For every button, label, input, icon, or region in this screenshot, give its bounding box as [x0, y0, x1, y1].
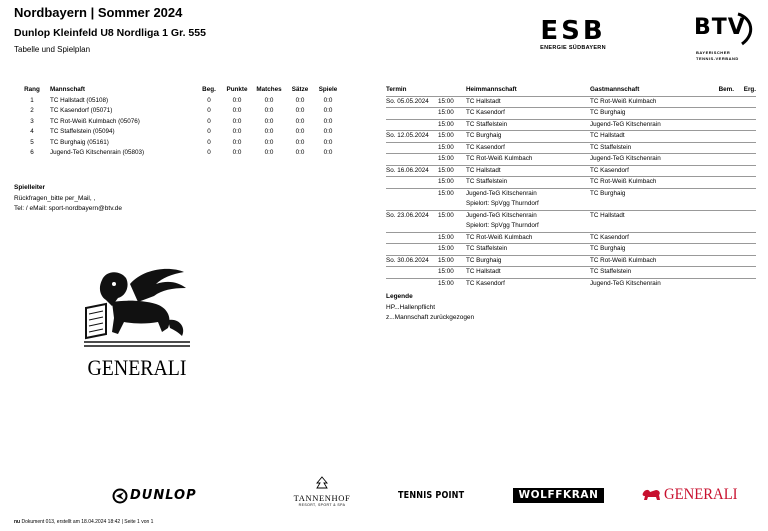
dunlop-arrow-icon: [112, 488, 128, 504]
schedule-cell-home: Spielort: SpVgg Thurndorf: [466, 200, 539, 207]
schedule-cell-time: 15:00: [438, 177, 466, 189]
schedule-row: [386, 96, 756, 108]
generali-lion-icon: [72, 262, 202, 352]
schedule-cell-time: 15:00: [438, 96, 466, 108]
schedule-cell-date: [386, 108, 438, 120]
schedule-cell-erg: [734, 244, 756, 256]
schedule-cell-erg: [734, 165, 756, 177]
schedule-cell-time: 15:00: [438, 188, 466, 199]
schedule-cell-date: [386, 267, 438, 279]
legend-item-hp: HP...Hallenpflicht: [386, 303, 436, 311]
schedule-cell-date: [386, 142, 438, 154]
schedule-row: [386, 267, 756, 279]
schedule-cell-bem: [710, 177, 734, 189]
legend: [386, 292, 474, 324]
wolffkran-logo-text: WOLFFKRAN: [518, 489, 599, 501]
schedule-cell-erg: [734, 232, 756, 244]
standings-row: [14, 96, 342, 107]
schedule-cell-home: Jugend-TeG Kitschenrain: [466, 210, 590, 221]
standings-cell: 0:0: [264, 107, 274, 114]
schedule-cell-erg: [734, 142, 756, 154]
schedule-cell-date: So. 12.05.2024: [386, 131, 438, 143]
esb-logo-sub: ENERGIE SÜDBAYERN: [540, 45, 606, 51]
schedule-cell-guest: TC Kasendorf: [590, 232, 710, 244]
standings-cell: 0:0: [264, 138, 274, 146]
schedule-row: [386, 131, 756, 143]
col-time-spacer: [438, 85, 466, 96]
schedule-row: [386, 108, 756, 120]
schedule-cell-guest: TC Rot-Weiß Kulmbach: [590, 177, 710, 189]
schedule-cell-guest: [590, 199, 710, 210]
schedule-cell-erg: [734, 278, 756, 289]
standings-cell: 0:0: [264, 128, 274, 135]
schedule-cell-home: Spielort: SpVgg Thurndorf: [466, 222, 539, 229]
schedule-cell-bem: [710, 267, 734, 279]
schedule-cell-time: 15:00: [438, 278, 466, 289]
standings-cell: 6: [30, 149, 34, 156]
schedule-cell-erg: [734, 177, 756, 189]
schedule-cell-home: Jugend-TeG Kitschenrain: [466, 188, 590, 199]
standings-cell: 5: [30, 138, 34, 146]
schedule-row: [386, 177, 756, 189]
standings-row: [14, 127, 342, 138]
col-beg: Beg.: [202, 86, 216, 93]
schedule-cell-date: So. 30.06.2024: [386, 255, 438, 267]
schedule-cell-time: 15:00: [438, 210, 466, 221]
tannenhof-logo-text: TANNENHOF: [293, 493, 351, 503]
schedule-cell-time: [438, 221, 466, 232]
dunlop-logo-text: DUNLOP: [130, 488, 197, 503]
schedule-cell-home: TC Hallstadt: [466, 165, 590, 177]
col-punkte: Punkte: [226, 86, 248, 93]
col-bem: Bem.: [710, 85, 734, 96]
standings-cell: 0: [207, 117, 211, 125]
schedule-cell-erg: [734, 199, 756, 210]
schedule-cell-bem: [710, 165, 734, 177]
standings-cell: 0: [207, 149, 211, 156]
schedule-cell-bem: [710, 199, 734, 210]
standings-header-row: [14, 85, 342, 96]
schedule-cell-time: 15:00: [438, 267, 466, 279]
standings-table: [14, 85, 342, 159]
schedule-cell-home: TC Burghaig: [466, 131, 590, 143]
standings-cell: 0:0: [295, 96, 305, 104]
esb-logo-name: ESB: [540, 16, 606, 46]
schedule-cell-guest: TC Hallstadt: [590, 210, 710, 221]
standings-cell: 0:0: [232, 128, 242, 135]
schedule-row: [386, 188, 756, 199]
schedule-cell-guest: TC Rot-Weiß Kulmbach: [590, 255, 710, 267]
standings-cell: 0:0: [232, 117, 242, 125]
referee-line-2: Tel: / eMail: sport-nordbayern@btv.de: [14, 205, 122, 212]
schedule-cell-erg: [734, 188, 756, 199]
standings-cell: 0:0: [232, 96, 242, 104]
schedule-cell-bem: [710, 244, 734, 256]
schedule-cell-time: 15:00: [438, 154, 466, 166]
standings-cell: TC Kasendorf (05071): [50, 107, 113, 114]
generali-logo-text: GENERALI: [87, 355, 187, 380]
col-matches: Matches: [256, 86, 282, 93]
btv-logo-sub2: TENNIS-VERBAND: [696, 56, 739, 61]
standings-cell: 0:0: [264, 117, 274, 125]
schedule-cell-bem: [710, 131, 734, 143]
standings-cell: TC Staffelstein (05094): [50, 128, 115, 135]
col-termin: Termin: [386, 85, 438, 96]
tannenhof-logo-sub: RESORT, SPORT & SPA: [298, 503, 346, 507]
referee-info: [14, 183, 122, 215]
generali-small-lion-icon: [640, 487, 662, 503]
standings-cell: 2: [30, 107, 34, 114]
schedule-cell-home: TC Kasendorf: [466, 278, 590, 289]
standings-cell: TC Rot-Weiß Kulmbach (05076): [50, 117, 140, 125]
schedule-row: [386, 244, 756, 256]
standings-cell: 0:0: [295, 107, 305, 114]
standings-cell: 0:0: [264, 149, 274, 156]
schedule-row: [386, 210, 756, 221]
standings-cell: 0:0: [295, 128, 305, 135]
schedule-cell-guest: TC Staffelstein: [590, 267, 710, 279]
col-erg: Erg.: [734, 85, 756, 96]
schedule-cell-home: TC Burghaig: [466, 255, 590, 267]
schedule-cell-bem: [710, 232, 734, 244]
tennispoint-logo: [398, 488, 490, 504]
footer-text: Dokument 013, erstellt am 18.04.2024 18:42 | Seite 1 von 1: [21, 519, 154, 525]
schedule-cell-bem: [710, 210, 734, 221]
col-saetze: Sätze: [291, 86, 309, 93]
schedule-cell-home: TC Staffelstein: [466, 177, 590, 189]
schedule-cell-date: [386, 188, 438, 199]
schedule-row: [386, 255, 756, 267]
legend-item-z: z...Mannschaft zurückgezogen: [386, 314, 475, 321]
schedule-cell-guest: TC Hallstadt: [590, 131, 710, 143]
legend-heading: Legende: [386, 293, 413, 300]
standings-row: [14, 138, 342, 149]
standings-cell: TC Hallstadt (05108): [50, 96, 109, 104]
schedule-cell-guest: TC Burghaig: [590, 188, 710, 199]
schedule-cell-bem: [710, 154, 734, 166]
schedule-row: [386, 232, 756, 244]
page-title: Nordbayern | Sommer 2024: [14, 5, 183, 20]
schedule-cell-bem: [710, 221, 734, 232]
schedule-row: [386, 154, 756, 166]
standings-cell: Jugend-TeG Kitschenrain (05803): [50, 149, 145, 156]
schedule-row: [386, 142, 756, 154]
schedule-cell-date: [386, 199, 438, 210]
standings-cell: 0:0: [323, 128, 333, 135]
esb-logo: [528, 18, 618, 58]
standings-row: [14, 148, 342, 159]
tannenhof-tree-icon: [315, 476, 329, 490]
schedule-cell-date: [386, 232, 438, 244]
standings-cell: 0:0: [295, 149, 305, 156]
schedule-header-row: [386, 85, 756, 96]
btv-logo-sub1: BAYERISCHER: [696, 50, 731, 55]
schedule-cell-bem: [710, 108, 734, 120]
schedule-cell-guest: TC Rot-Weiß Kulmbach: [590, 96, 710, 108]
schedule-cell-erg: [734, 255, 756, 267]
standings-cell: TC Burghaig (05161): [50, 138, 109, 146]
schedule-cell-bem: [710, 119, 734, 131]
tannenhof-logo: [286, 476, 358, 510]
schedule-cell-time: 15:00: [438, 119, 466, 131]
schedule-cell-time: 15:00: [438, 108, 466, 120]
standings-cell: 0:0: [232, 107, 242, 114]
schedule-cell-time: 15:00: [438, 142, 466, 154]
dunlop-logo: [112, 488, 228, 504]
schedule-cell-bem: [710, 255, 734, 267]
schedule-cell-date: [386, 119, 438, 131]
schedule-cell-home: TC Hallstadt: [466, 96, 590, 108]
standings-cell: 0:0: [323, 107, 333, 114]
standings-row: [14, 106, 342, 117]
schedule-venue-row: [386, 199, 756, 210]
col-heim: Heimmannschaft: [466, 85, 590, 96]
standings-cell: 0:0: [323, 149, 333, 156]
section-subtitle: Tabelle und Spielplan: [14, 45, 91, 54]
schedule-cell-home: TC Staffelstein: [466, 244, 590, 256]
schedule-cell-erg: [734, 108, 756, 120]
schedule-cell-time: 15:00: [438, 165, 466, 177]
schedule-cell-home: TC Staffelstein: [466, 119, 590, 131]
schedule-cell-date: So. 16.06.2024: [386, 165, 438, 177]
schedule-cell-date: [386, 221, 438, 232]
wolffkran-logo: [513, 488, 604, 503]
btv-logo: [694, 10, 756, 66]
schedule-cell-date: [386, 278, 438, 289]
standings-cell: 3: [30, 117, 34, 125]
standings-cell: 0:0: [232, 149, 242, 156]
schedule-cell-bem: [710, 96, 734, 108]
schedule-cell-erg: [734, 210, 756, 221]
schedule-cell-home: TC Rot-Weiß Kulmbach: [466, 154, 590, 166]
league-title: Dunlop Kleinfeld U8 Nordliga 1 Gr. 555: [14, 27, 206, 39]
schedule-cell-erg: [734, 154, 756, 166]
schedule-cell-date: [386, 177, 438, 189]
standings-cell: 0:0: [295, 138, 305, 146]
standings-cell: 0:0: [232, 138, 242, 146]
schedule-venue-row: [386, 221, 756, 232]
schedule-cell-erg: [734, 131, 756, 143]
schedule-cell-guest: [590, 221, 710, 232]
schedule-cell-home: TC Hallstadt: [466, 267, 590, 279]
standings-cell: 0: [207, 107, 211, 114]
schedule-cell-bem: [710, 278, 734, 289]
schedule-cell-date: [386, 244, 438, 256]
schedule-row: [386, 278, 756, 289]
standings-cell: 4: [30, 128, 34, 135]
schedule-cell-time: 15:00: [438, 232, 466, 244]
schedule-row: [386, 165, 756, 177]
btv-logo-name: BTV: [694, 15, 746, 40]
col-spiele: Spiele: [318, 86, 338, 93]
schedule-cell-time: [438, 199, 466, 210]
schedule-cell-erg: [734, 96, 756, 108]
standings-cell: 0: [207, 138, 211, 146]
generali-small-logo: [640, 486, 756, 504]
generali-logo: [72, 262, 202, 390]
standings-cell: 0:0: [323, 117, 333, 125]
standings-cell: 0:0: [264, 96, 274, 104]
schedule-table: [386, 85, 756, 289]
schedule-cell-time: 15:00: [438, 131, 466, 143]
schedule-cell-erg: [734, 221, 756, 232]
tennispoint-logo-text: TENNIS POINT: [398, 490, 465, 501]
schedule-cell-erg: [734, 267, 756, 279]
footer-prefix: nu: [14, 519, 21, 525]
schedule-cell-date: So. 05.05.2024: [386, 96, 438, 108]
schedule-cell-guest: Jugend-TeG Kitschenrain: [590, 119, 710, 131]
schedule-cell-guest: TC Burghaig: [590, 244, 710, 256]
schedule-cell-time: 15:00: [438, 255, 466, 267]
generali-small-logo-text: GENERALI: [664, 486, 738, 503]
schedule-cell-home: TC Kasendorf: [466, 108, 590, 120]
schedule-cell-guest: TC Kasendorf: [590, 165, 710, 177]
schedule-cell-bem: [710, 142, 734, 154]
standings-cell: 0: [207, 128, 211, 135]
standings-cell: 0:0: [295, 117, 305, 125]
schedule-cell-home: TC Rot-Weiß Kulmbach: [466, 232, 590, 244]
standings-row: [14, 117, 342, 128]
schedule-cell-erg: [734, 119, 756, 131]
standings-cell: 1: [30, 96, 34, 104]
referee-line-1: Rückfragen_bitte per_Mail, ,: [14, 194, 96, 202]
standings-cell: 0:0: [323, 96, 333, 104]
schedule-cell-bem: [710, 188, 734, 199]
standings-cell: 0: [207, 96, 211, 104]
referee-heading: Spielleiter: [14, 184, 46, 191]
schedule-cell-date: So. 23.06.2024: [386, 210, 438, 221]
schedule-cell-guest: Jugend-TeG Kitschenrain: [590, 278, 710, 289]
schedule-cell-guest: TC Burghaig: [590, 108, 710, 120]
schedule-cell-time: 15:00: [438, 244, 466, 256]
schedule-cell-date: [386, 154, 438, 166]
schedule-cell-guest: TC Staffelstein: [590, 142, 710, 154]
schedule-cell-home: TC Kasendorf: [466, 142, 590, 154]
standings-cell: 0:0: [323, 138, 333, 146]
col-mannschaft: Mannschaft: [50, 86, 85, 93]
col-gast: Gastmannschaft: [590, 85, 710, 96]
footer: [14, 519, 153, 525]
schedule-cell-guest: Jugend-TeG Kitschenrain: [590, 154, 710, 166]
schedule-row: [386, 119, 756, 131]
col-rang: Rang: [24, 86, 40, 93]
